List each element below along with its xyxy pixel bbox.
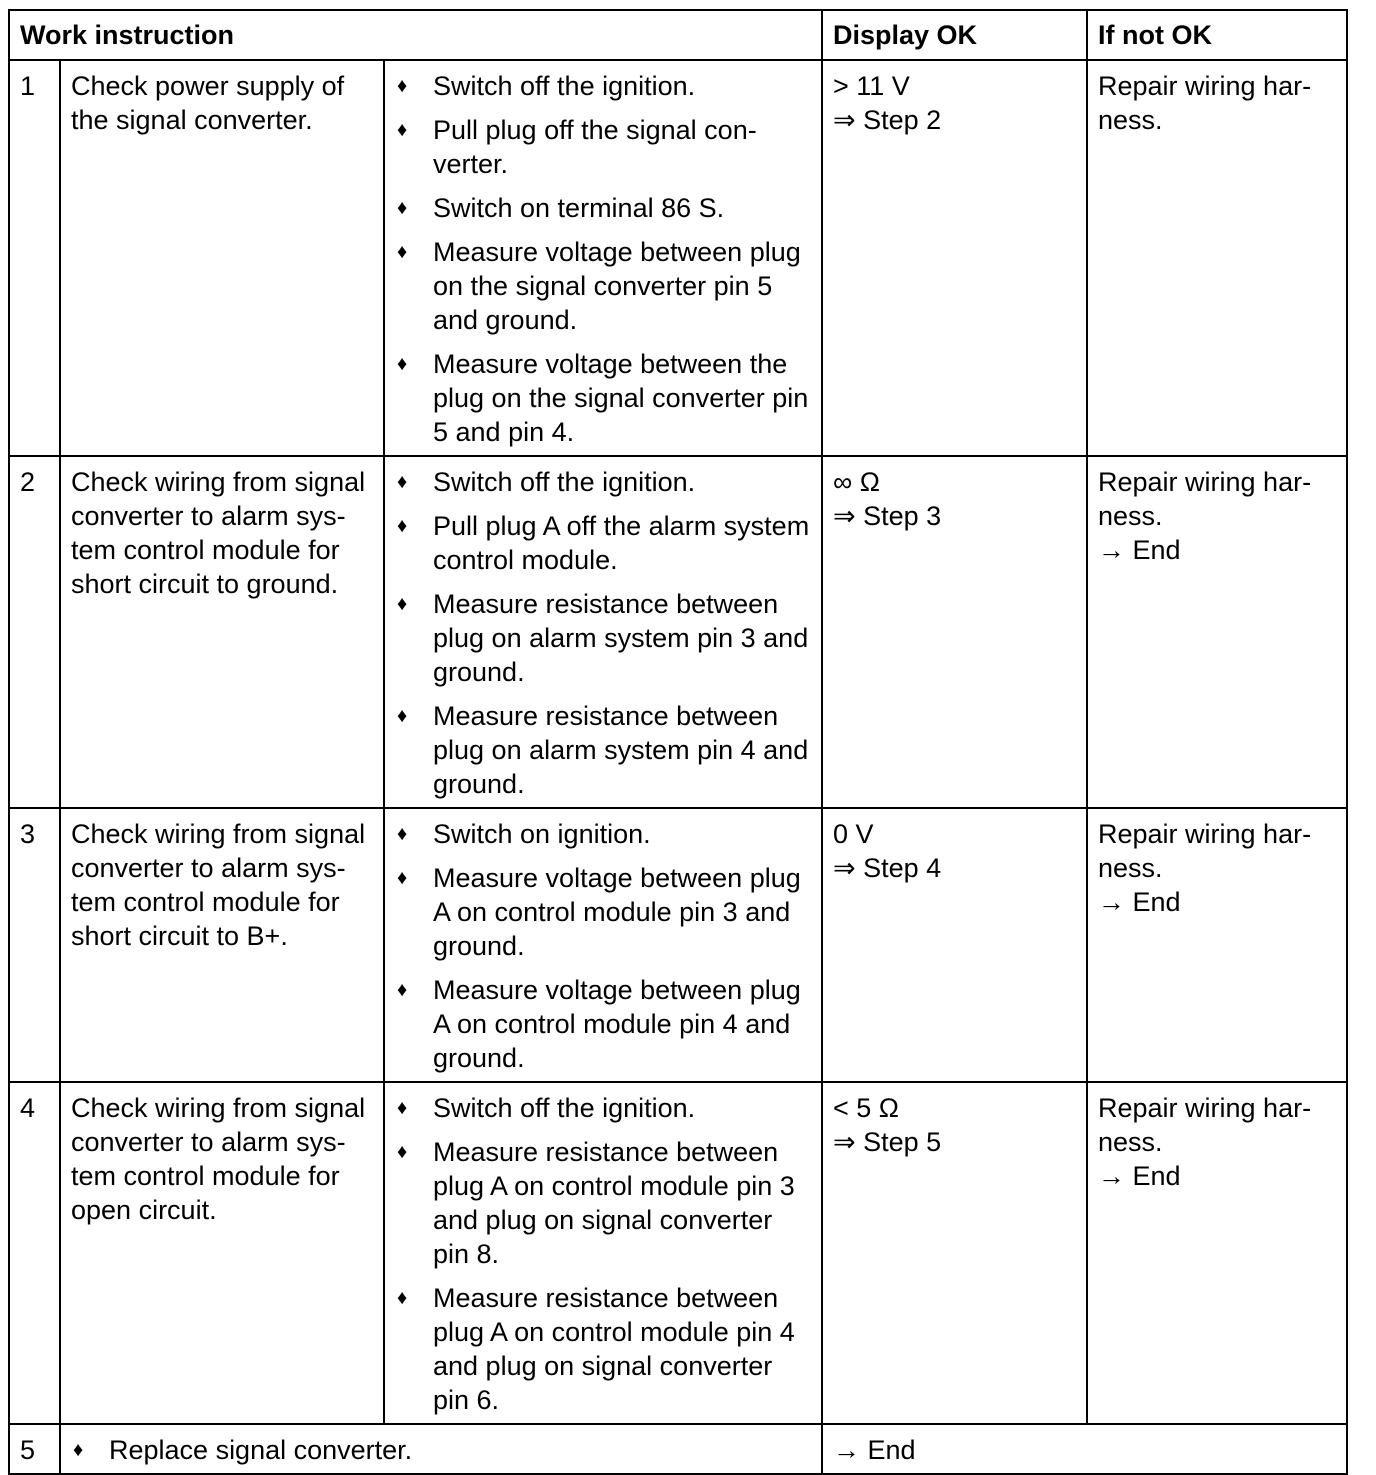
step-actions <box>384 808 822 1082</box>
diamond-bullet-icon: ♦ <box>397 705 408 727</box>
step-row-2 <box>9 456 1347 808</box>
if-not-ok-text: Repair wiring har-ness. <box>1098 71 1312 135</box>
diamond-bullet-icon: ♦ <box>397 241 408 263</box>
action-item: ♦ Switch off the ignition. <box>397 1093 696 1123</box>
action-item: ♦ Measure resistance between plug on alarm system pin 3 and ground. <box>397 589 809 687</box>
display-ok-next: ⇒ Step 5 <box>833 1127 942 1157</box>
action-item: ♦ Switch off the ignition. <box>397 467 696 497</box>
step-title: Check power supply of the signal converter. <box>60 60 384 456</box>
action-item: ♦ Measure voltage between plug on the signal converter pin 5 and ground. <box>397 237 801 335</box>
display-ok-value: < 5 Ω <box>833 1093 899 1123</box>
if-not-ok-text: Repair wiring har-ness. <box>1098 819 1312 883</box>
display-ok-value: > 11 V <box>833 71 910 101</box>
display-ok-value: 0 V <box>833 819 874 849</box>
header-work-instruction: Work instruction <box>9 10 822 60</box>
diamond-bullet-icon: ♦ <box>73 1439 84 1461</box>
header-row <box>9 10 1347 60</box>
action-item: ♦ Pull plug off the signal con-verter. <box>397 115 757 179</box>
work-instruction-table <box>8 9 1348 1475</box>
diamond-bullet-icon: ♦ <box>397 1141 408 1163</box>
if-not-ok-next: → End <box>1098 535 1181 565</box>
step-title: Check wiring from signal converter to alarm sys-tem control module for short circuit to ground. <box>60 456 384 808</box>
if-not-ok-next: → End <box>1098 1161 1181 1191</box>
if-not-ok-cell <box>1087 808 1347 1082</box>
action-item: ♦ Pull plug A off the alarm system control module. <box>397 511 810 575</box>
step-actions <box>384 60 822 456</box>
header-if-not-ok: If not OK <box>1087 10 1347 60</box>
diamond-bullet-icon: ♦ <box>397 197 408 219</box>
step-number: 1 <box>9 60 60 456</box>
action-item: ♦ Switch on terminal 86 S. <box>397 193 725 223</box>
diamond-bullet-icon: ♦ <box>397 823 408 845</box>
if-not-ok-cell <box>1087 60 1347 456</box>
step-row-4 <box>9 1082 1347 1424</box>
action-item: ♦ Measure resistance between plug A on control module pin 4 and plug on signal converter pin 6. <box>397 1283 795 1415</box>
action-item: ♦ Measure resistance between plug on alarm system pin 4 and ground. <box>397 701 809 799</box>
if-not-ok-next: → End <box>1098 887 1181 917</box>
final-step-action: ♦ Replace signal converter. <box>60 1424 822 1474</box>
final-step-result: → End <box>822 1424 1347 1474</box>
diamond-bullet-icon: ♦ <box>397 593 408 615</box>
step-actions <box>384 456 822 808</box>
action-item: ♦ Switch on ignition. <box>397 819 651 849</box>
display-ok-cell <box>822 808 1087 1082</box>
if-not-ok-cell <box>1087 1082 1347 1424</box>
action-item: ♦ Measure voltage between plug A on control module pin 4 and ground. <box>397 975 801 1073</box>
display-ok-cell <box>822 456 1087 808</box>
step-actions <box>384 1082 822 1424</box>
display-ok-cell <box>822 1082 1087 1424</box>
step-title: Check wiring from signal converter to alarm sys-tem control module for short circuit to B+. <box>60 808 384 1082</box>
if-not-ok-cell <box>1087 456 1347 808</box>
step-row-1 <box>9 60 1347 456</box>
if-not-ok-text: Repair wiring har-ness. <box>1098 467 1312 531</box>
diamond-bullet-icon: ♦ <box>397 471 408 493</box>
diamond-bullet-icon: ♦ <box>397 515 408 537</box>
display-ok-next: ⇒ Step 4 <box>833 853 942 883</box>
header-display-ok: Display OK <box>822 10 1087 60</box>
step-title: Check wiring from signal converter to alarm sys-tem control module for open circuit. <box>60 1082 384 1424</box>
display-ok-cell <box>822 60 1087 456</box>
step-number: 3 <box>9 808 60 1082</box>
step-row-3 <box>9 808 1347 1082</box>
if-not-ok-text: Repair wiring har-ness. <box>1098 1093 1312 1157</box>
action-item: ♦ Switch off the ignition. <box>397 71 696 101</box>
step-row-5 <box>9 1424 1347 1474</box>
diamond-bullet-icon: ♦ <box>397 75 408 97</box>
step-number: 4 <box>9 1082 60 1424</box>
diamond-bullet-icon: ♦ <box>397 979 408 1001</box>
diamond-bullet-icon: ♦ <box>397 867 408 889</box>
display-ok-next: ⇒ Step 3 <box>833 501 942 531</box>
action-item: ♦ Measure voltage between plug A on control module pin 3 and ground. <box>397 863 801 961</box>
display-ok-next: ⇒ Step 2 <box>833 105 942 135</box>
diamond-bullet-icon: ♦ <box>397 1097 408 1119</box>
display-ok-value: ∞ Ω <box>833 467 880 497</box>
diamond-bullet-icon: ♦ <box>397 1287 408 1309</box>
step-number: 2 <box>9 456 60 808</box>
diamond-bullet-icon: ♦ <box>397 353 408 375</box>
diamond-bullet-icon: ♦ <box>397 119 408 141</box>
action-item: ♦ Measure voltage between the plug on the signal converter pin 5 and pin 4. <box>397 349 809 447</box>
step-number: 5 <box>9 1424 60 1474</box>
action-item: ♦ Measure resistance between plug A on control module pin 3 and plug on signal converter pin 8. <box>397 1137 795 1269</box>
